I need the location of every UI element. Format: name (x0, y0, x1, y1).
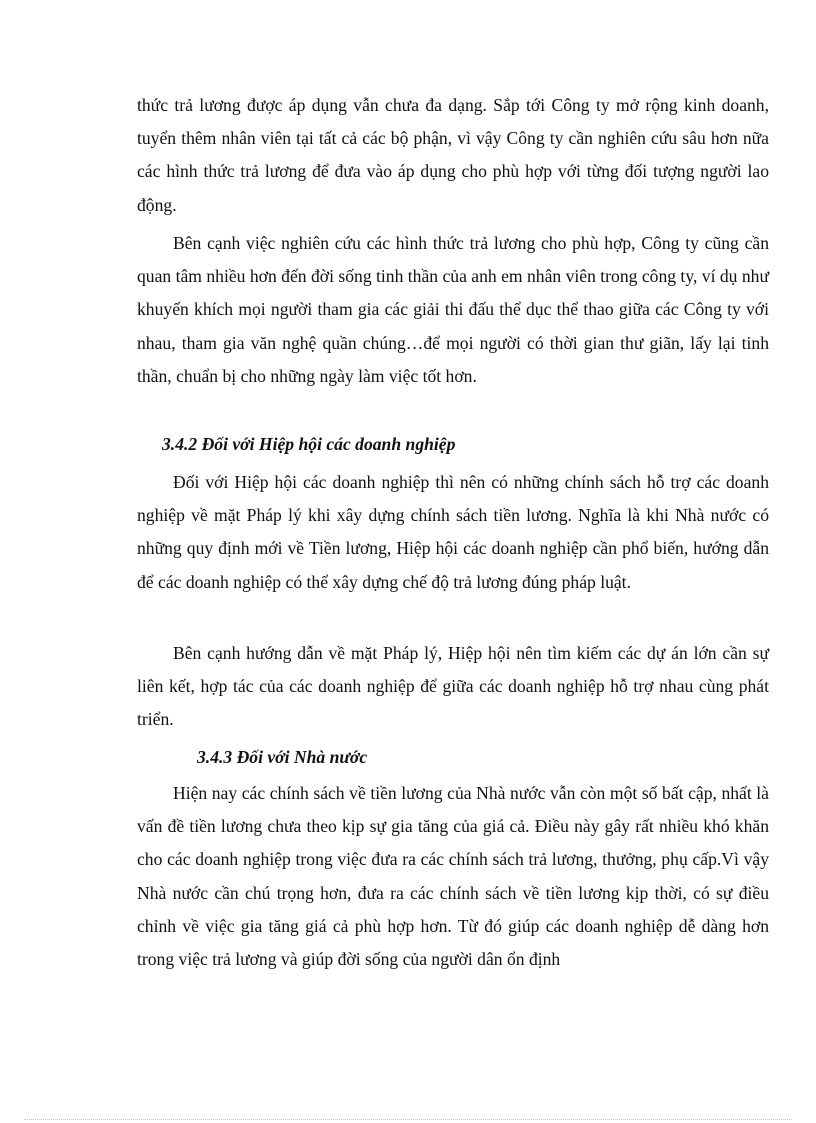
paragraph-association-projects: Bên cạnh hướng dẫn về mặt Pháp lý, Hiệp hội nên tìm kiếm các dự án lớn cần sự liên kết, hợp tác của các doanh nghiệp để giữa các doanh nghiệp hỗ trợ nhau cùng phát triển. (137, 643, 769, 730)
section-heading-state: 3.4.3 Đối với Nhà nước (197, 747, 368, 767)
paragraph-salary-forms-continued: thức trả lương được áp dụng vẫn chưa đa dạng. Sắp tới Công ty mở rộng kinh doanh, tuyển thêm nhân viên tại tất cả các bộ phận, vì vậy Công ty cần nghiên cứu sâu hơn nữa các hình thức trả lương để đưa vào áp dụng cho phù hợp với từng đối tượng người lao động. (137, 95, 769, 215)
page-bottom-rule (24, 1119, 792, 1120)
paragraph-association-legal-support: Đối với Hiệp hội các doanh nghiệp thì nên có những chính sách hỗ trợ các doanh nghiệp về mặt Pháp lý khi xây dựng chính sách tiền lương. Nghĩa là khi Nhà nước có những quy định mới về Tiền lương, Hiệp hội các doanh nghiệp cần phổ biến, hướng dẫn để các doanh nghiệp có thể xây dựng chế độ trả lương đúng pháp luật. (137, 472, 769, 592)
paragraph-state-salary-policy: Hiện nay các chính sách về tiền lương của Nhà nước vẫn còn một số bất cập, nhất là vấn đề tiền lương chưa theo kịp sự gia tăng của giá cả. Điều này gây rất nhiều khó khăn cho các doanh nghiệp trong việc đưa ra các chính sách trả lương, thưởng, phụ cấp.Vì vậy Nhà nước cần chú trọng hơn, đưa ra các chính sách về tiền lương kịp thời, có sự điều chỉnh về việc gia tăng giá cả phù hợp hơn. Từ đó giúp các doanh nghiệp dễ dàng hơn trong việc trả lương và giúp đời sống của người dân ổn định (137, 783, 769, 970)
section-heading-enterprise-association: 3.4.2 Đối với Hiệp hội các doanh nghiệp (162, 434, 456, 454)
paragraph-employee-spiritual-life: Bên cạnh việc nghiên cứu các hình thức trả lương cho phù hợp, Công ty cũng cần quan tâm nhiều hơn đến đời sống tinh thần của anh em nhân viên trong công ty, ví dụ như khuyến khích mọi người tham gia các giải thi đấu thể dục thể thao giữa các Công ty với nhau, tham gia văn nghệ quần chúng…để mọi người có thời gian thư giãn, lấy lại tinh thần, chuẩn bị cho những ngày làm việc tốt hơn. (137, 233, 769, 386)
